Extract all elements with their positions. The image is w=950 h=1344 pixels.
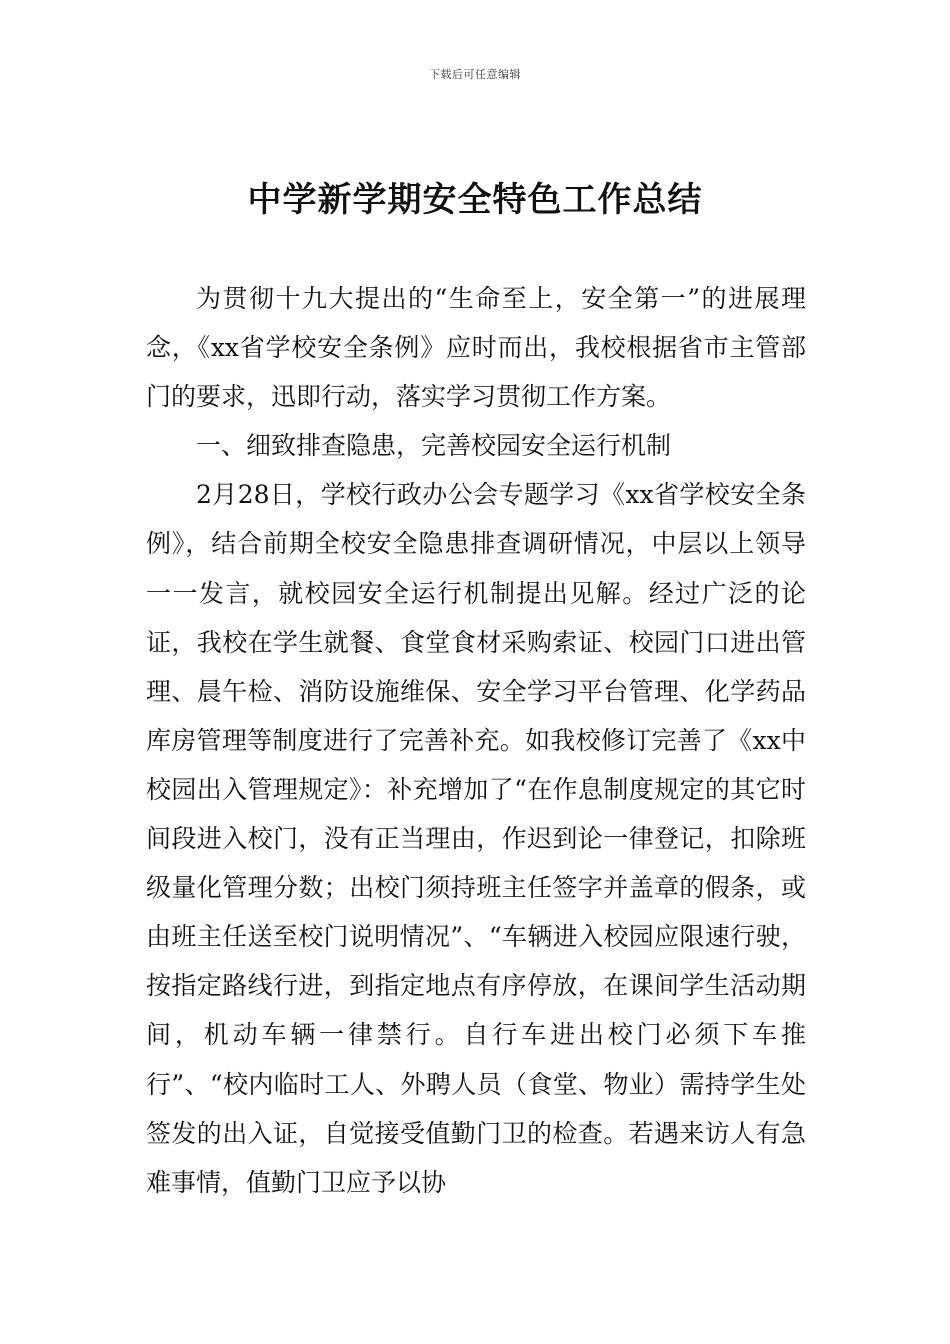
document-body xyxy=(146,274,806,1207)
header-note: 下载后可任意编辑 xyxy=(429,68,521,81)
document-title: 中学新学期安全特色工作总结 xyxy=(247,180,703,220)
paragraph-section-1: 2月28日，学校行政办公会专题学习《xx省学校安全条例》，结合前期全校安全隐患排查调研情况，中层以上领导一一发言，就校园安全运行机制提出见解。经过广泛的论证，我校在学生就餐、食堂食材采购索证、校园门口进出管理、晨午检、消防设施维保、安全学习平台管理、化学药品库房管理等制度进行了完善补充。如我校修订完善了《xx中校园出入管理规定》：补充增加了“在作息制度规定的其它时间段进入校门，没有正当理由，作迟到论一律登记，扣除班级量化管理分数；出校门须持班主任签字并盖章的假条，或由班主任送至校门说明情况”、“车辆进入校园应限速行驶，按指定路线行进，到指定地点有序停放，在课间学生活动期间，机动车辆一律禁行。自行车进出校门必须下车推行”、“校内临时工人、外聘人员（食堂、物业）需持学生处签发的出入证，自觉接受值勤门卫的检查。若遇来访人有急难事情，值勤门卫应予以协 xyxy=(146,480,806,1197)
paragraph-intro: 为贯彻十九大提出的“生命至上，安全第一”的进展理念，《xx省学校安全条例》应时而出，我校根据省市主管部门的要求，迅即行动，落实学习贯彻工作方案。 xyxy=(146,284,806,412)
section-heading-1: 一、细致排查隐患，完善校园安全运行机制 xyxy=(196,431,672,461)
